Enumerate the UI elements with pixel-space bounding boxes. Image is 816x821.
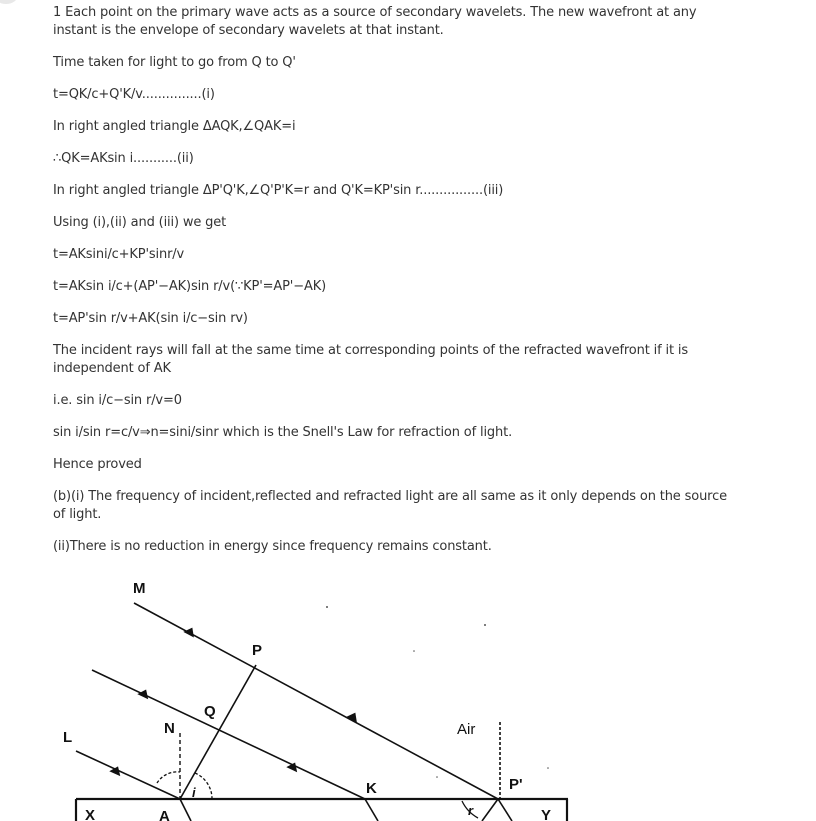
- label-a: A: [159, 808, 170, 821]
- equation-t3: t=AP'sin r/v+AK(sin i/c−sin rv): [53, 311, 248, 326]
- speck: [547, 767, 549, 769]
- arrow-ray-middle-2: [286, 760, 300, 772]
- equation-zero: i.e. sin i/c−sin r/v=0: [53, 393, 182, 408]
- wavefront-ap: [180, 665, 256, 799]
- paragraph-triangle-aqk: In right angled triangle ΔAQK,∠QAK=i: [53, 119, 296, 134]
- label-p-prime: P': [509, 776, 523, 793]
- label-y: Y: [541, 807, 552, 821]
- label-l: L: [63, 729, 73, 746]
- equation-t2: t=AKsin i/c+(AP'−AK)sin r/v(∵KP'=AP'−AK): [53, 279, 326, 294]
- arrow-ray-m-2: [346, 710, 360, 723]
- paragraph-time-taken: Time taken for light to go from Q to Q': [53, 55, 296, 70]
- speck: [413, 650, 415, 652]
- label-n: N: [164, 720, 175, 737]
- refracted-line-a: [180, 799, 191, 821]
- equation-iii: In right angled triangle ΔP'Q'K,∠Q'P'K=r and Q'K=KP'sin r................(iii): [53, 183, 504, 198]
- paragraph-incident-rays: The incident rays will fall at the same time at corresponding points of the refracted wavefront if it is independent of AK: [53, 343, 688, 376]
- paragraph-huygens-principle: 1 Each point on the primary wave acts as a source of secondary wavelets. The new wavefront at any instant is the envelope of secondary wavelets at that instant.: [53, 5, 697, 38]
- equation-ii: ∴QK=AKsin i...........(ii): [53, 151, 194, 166]
- label-x: X: [85, 807, 96, 821]
- refracted-line-k: [365, 799, 378, 821]
- refracted-line-p-prime: [498, 799, 512, 821]
- label-air: Air: [457, 721, 476, 738]
- equation-t1: t=AKsini/c+KP'sinr/v: [53, 247, 185, 262]
- speck: [436, 776, 438, 778]
- paragraph-using: Using (i),(ii) and (iii) we get: [53, 215, 227, 230]
- angle-arc-left: [157, 772, 180, 783]
- paragraph-frequency: (b)(i) The frequency of incident,reflected and refracted light are all same as it only depends on the source of light.: [53, 489, 727, 522]
- label-m: M: [133, 580, 146, 597]
- paragraph-snells-law: sin i/sin r=c/v⇒n=sini/sinr which is the Snell's Law for refraction of light.: [53, 425, 513, 440]
- label-q: Q: [204, 703, 216, 720]
- angle-arc-i: [195, 773, 212, 799]
- speck: [484, 624, 486, 626]
- label-angle-i: i: [192, 785, 196, 800]
- arrow-ray-l: [109, 764, 123, 776]
- wavefront-below: [482, 799, 498, 821]
- label-k: K: [366, 780, 377, 797]
- ray-middle: [92, 670, 365, 799]
- paragraph-energy: (ii)There is no reduction in energy since frequency remains constant.: [53, 539, 492, 554]
- label-p: P: [252, 642, 263, 659]
- label-angle-r: r: [468, 803, 474, 818]
- paragraph-hence-proved: Hence proved: [53, 457, 142, 472]
- equation-i: t=QK/c+Q'K/v...............(i): [53, 87, 215, 102]
- speck: [326, 606, 328, 608]
